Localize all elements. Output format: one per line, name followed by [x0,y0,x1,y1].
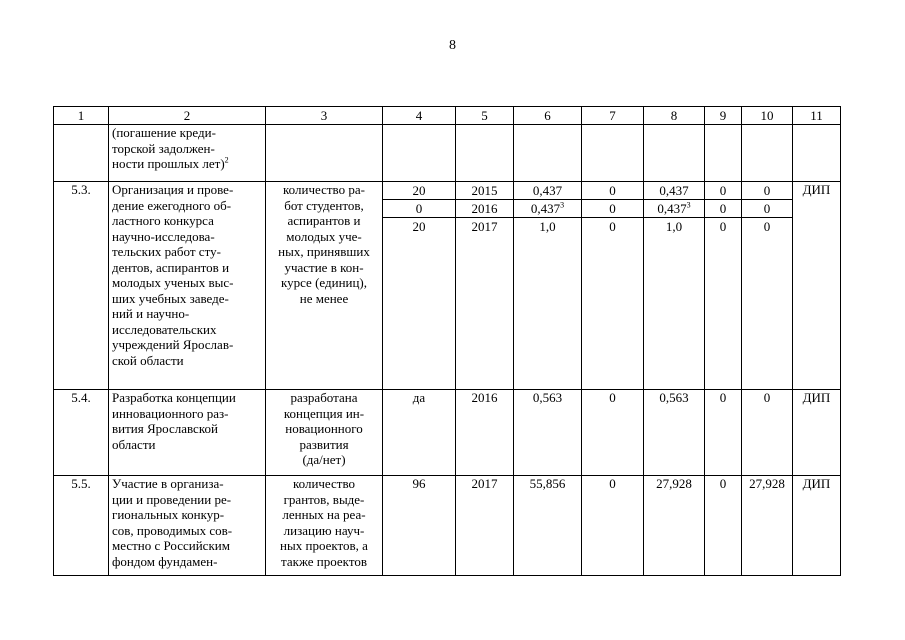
value-cell: да [383,390,456,476]
amount-cell: 0 [705,200,741,218]
amount-cell: 0,437 [532,183,563,198]
amount-cell: 1,0 [665,219,683,234]
footnote-mark: 3 [560,200,565,210]
amount-cell: 0,437 [530,201,561,216]
row-number: 5.4. [54,390,109,476]
row-indicator: количество ра- бот студентов, аспирантов и молодых уче- ных, принявших участие в кон- курсе (единиц), не менее [266,182,383,390]
header-cell: 5 [456,107,514,125]
row-name: Участие в организа- ции и проведении ре- гиональных конкур- сов, проводимых сов- местно с Российским фондом фундамен- [109,476,266,576]
amount-cell: 0 [719,219,727,234]
year-cell: 2017 [471,219,498,234]
header-cell: 3 [266,107,383,125]
table-row-5-4 [54,390,841,476]
row-name-text: (погашение креди- торской задолжен- ности прошлых лет) [112,125,225,171]
amount-cell: 0 [705,182,741,200]
executor-cell: ДИП [793,182,841,390]
row-indicator: разработана концепция ин- новационного развития (да/нет) [266,390,383,476]
amount-cell: 0 [582,200,643,218]
amount-cell: 0,437 [659,183,689,198]
amount-cell: 0 [609,219,616,234]
amount-cell: 0,437 [657,201,687,216]
header-cell: 6 [514,107,582,125]
header-cell: 11 [793,107,841,125]
amount-cell: 0 [582,476,644,576]
header-cell: 10 [742,107,793,125]
executor-cell: ДИП [793,390,841,476]
program-table [53,106,841,576]
footnote-mark: 3 [686,200,691,210]
amount-cell: 55,856 [514,476,582,576]
header-cell: 9 [705,107,742,125]
header-cell: 1 [54,107,109,125]
executor-cell: ДИП [793,476,841,576]
amount-cell: 0 [742,200,792,218]
amount-cell: 0 [705,390,742,476]
amount-cell: 0 [705,476,742,576]
header-row [54,107,841,125]
year-cell: 2016 [456,390,514,476]
value-cell: 96 [383,476,456,576]
amount-cell: 27,928 [742,476,793,576]
amount-cell: 0 [582,390,644,476]
header-cell: 7 [582,107,644,125]
page-number: 8 [449,38,456,53]
amount-cell: 0 [582,182,643,200]
header-cell: 2 [109,107,266,125]
year-cell: 2017 [456,476,514,576]
header-cell: 4 [383,107,456,125]
row-number: 5.3. [54,182,109,390]
amount-cell: 0 [763,219,771,234]
amount-cell: 0,563 [514,390,582,476]
amount-cell: 1,0 [539,219,556,234]
table-row-continuation [54,125,841,182]
row-number: 5.5. [54,476,109,576]
amount-cell: 0,563 [644,390,705,476]
value-cell: 0 [383,200,455,218]
year-cell: 2016 [456,200,513,218]
row-indicator: количество грантов, выде- ленных на реа- лизацию науч- ных проектов, а также проектов [266,476,383,576]
row-name: Организация и прове- дение ежегодного об- ластного конкурса научно-исследова- тельских работ сту- дентов, аспирантов и молодых ученых выс- ших учебных заведе- ний и научно- исследовательских учреждений Ярослав- ской области [109,182,266,390]
value-cell: 20 [383,182,455,200]
year-cell: 2015 [456,182,513,200]
amount-cell: 27,928 [644,476,705,576]
value-cell: 20 [412,219,426,234]
row-name: Разработка концепции инновационного раз- вития Ярославской области [109,390,266,476]
amount-cell: 0 [742,182,792,200]
header-cell: 8 [644,107,705,125]
amount-cell: 0 [742,390,793,476]
row-name-cell [109,125,266,182]
footnote-mark: 2 [224,155,229,165]
table-row-5-3 [54,182,841,390]
table-row-5-5 [54,476,841,576]
